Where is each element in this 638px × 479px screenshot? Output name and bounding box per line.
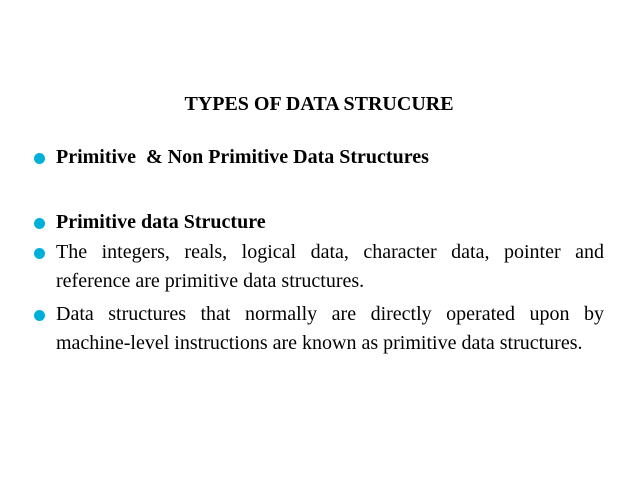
bullet-item-primitive-definition [32,300,604,358]
bullet-text: Primitive data Structure [56,211,266,233]
bullet-dot-icon [34,310,45,321]
bullet-item-primitive-examples [32,238,604,296]
bullet-text: Data structures that normally are directly operated upon by machine-level instructions are known as primitive data structures. [56,303,604,354]
bullet-text: Primitive & Non Primitive Data Structures [56,146,429,168]
bullet-list [32,143,604,358]
bullet-item-primitive-data-structure [32,208,604,237]
slide-title: TYPES OF DATA STRUCURE [184,93,454,115]
bullet-dot-icon [34,153,45,164]
bullet-dot-icon [34,218,45,229]
bullet-dot-icon [34,248,45,259]
bullet-text: The integers, reals, logical data, character data, pointer and reference are primitive data structures. [56,241,604,292]
bullet-item-primitive-non-primitive [32,143,604,172]
